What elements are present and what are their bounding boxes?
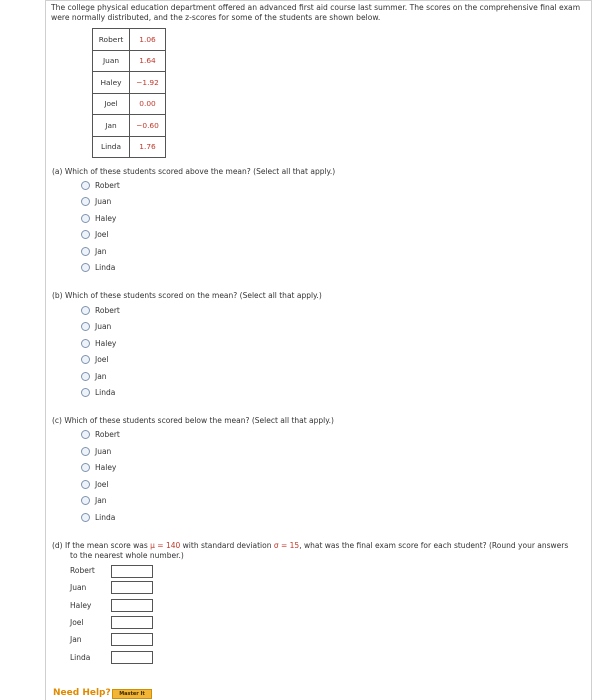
part-a-option-jan[interactable] <box>81 245 107 257</box>
master-it-button[interactable]: Master It <box>112 689 152 699</box>
score-label-robert: Robert <box>70 566 95 575</box>
option-label: Robert <box>95 429 120 439</box>
z-score: 1.64 <box>130 50 166 72</box>
table-row <box>93 136 166 158</box>
part-c-question: (c) Which of these students scored below the mean? (Select all that apply.) <box>52 416 334 425</box>
problem-intro: The college physical education department offered an advanced first aid course last summer. The scores on the comprehensive final exam were normally distributed, and the z-scores for some of the students are shown below. <box>51 3 581 22</box>
checkbox-icon[interactable] <box>81 247 90 256</box>
score-label-joel: Joel <box>70 618 84 627</box>
checkbox-icon[interactable] <box>81 430 90 439</box>
checkbox-icon[interactable] <box>81 480 90 489</box>
part-c-option-jan[interactable] <box>81 494 107 506</box>
table-row <box>93 50 166 72</box>
checkbox-icon[interactable] <box>81 214 90 223</box>
part-c-option-juan[interactable] <box>81 445 111 457</box>
part-b-option-linda[interactable] <box>81 386 115 398</box>
checkbox-icon[interactable] <box>81 447 90 456</box>
mean-value: μ = 140 <box>150 541 181 550</box>
part-a-option-linda[interactable] <box>81 261 115 273</box>
table-row <box>93 72 166 94</box>
option-label: Linda <box>95 262 116 272</box>
part-d-question <box>52 541 587 551</box>
option-label: Linda <box>95 512 116 522</box>
student-name: Joel <box>93 93 130 115</box>
option-label: Robert <box>95 180 120 190</box>
part-b-option-robert[interactable] <box>81 304 120 316</box>
option-label: Robert <box>95 305 120 315</box>
z-score: −0.60 <box>130 115 166 137</box>
score-input-juan[interactable] <box>111 581 153 594</box>
student-name: Linda <box>93 136 130 158</box>
part-b-option-juan[interactable] <box>81 320 111 332</box>
checkbox-icon[interactable] <box>81 355 90 364</box>
part-b-question: (b) Which of these students scored on the mean? (Select all that apply.) <box>52 291 322 300</box>
score-input-haley[interactable] <box>111 599 153 612</box>
z-score: 1.06 <box>130 29 166 51</box>
part-d-text-2: with standard deviation <box>180 541 274 550</box>
checkbox-icon[interactable] <box>81 306 90 315</box>
student-name: Juan <box>93 50 130 72</box>
option-label: Juan <box>95 196 112 206</box>
score-label-haley: Haley <box>70 601 92 610</box>
student-name: Haley <box>93 72 130 94</box>
score-input-robert[interactable] <box>111 565 153 578</box>
option-label: Jan <box>95 371 107 381</box>
content-frame-left <box>45 0 46 700</box>
part-d-question-cont: to the nearest whole number.) <box>70 551 184 560</box>
checkbox-icon[interactable] <box>81 322 90 331</box>
option-label: Haley <box>95 213 117 223</box>
need-help-label: Need Help? <box>53 688 111 698</box>
score-label-jan: Jan <box>70 635 82 644</box>
part-c-option-robert[interactable] <box>81 428 120 440</box>
option-label: Juan <box>95 446 112 456</box>
part-b-option-joel[interactable] <box>81 353 109 365</box>
score-label-juan: Juan <box>70 583 87 592</box>
score-input-linda[interactable] <box>111 651 153 664</box>
z-score: 1.76 <box>130 136 166 158</box>
score-input-jan[interactable] <box>111 633 153 646</box>
checkbox-icon[interactable] <box>81 372 90 381</box>
sd-value: σ = 15 <box>273 541 300 550</box>
checkbox-icon[interactable] <box>81 388 90 397</box>
part-a-option-juan[interactable] <box>81 195 111 207</box>
z-score-table <box>92 28 166 158</box>
option-label: Jan <box>95 246 107 256</box>
part-c-option-joel[interactable] <box>81 478 109 490</box>
table-row <box>93 93 166 115</box>
part-a-question: (a) Which of these students scored above the mean? (Select all that apply.) <box>52 167 336 176</box>
part-b-option-haley[interactable] <box>81 337 116 349</box>
option-label: Haley <box>95 462 117 472</box>
checkbox-icon[interactable] <box>81 496 90 505</box>
content-frame-top <box>45 0 591 1</box>
option-label: Linda <box>95 387 116 397</box>
option-label: Juan <box>95 321 112 331</box>
part-a-option-robert[interactable] <box>81 179 120 191</box>
table-row <box>93 29 166 51</box>
student-name: Robert <box>93 29 130 51</box>
part-c-option-linda[interactable] <box>81 511 115 523</box>
score-input-joel[interactable] <box>111 616 153 629</box>
part-b-option-jan[interactable] <box>81 370 107 382</box>
table-row <box>93 115 166 137</box>
checkbox-icon[interactable] <box>81 339 90 348</box>
checkbox-icon[interactable] <box>81 197 90 206</box>
part-a-option-joel[interactable] <box>81 228 109 240</box>
option-label: Joel <box>95 354 109 364</box>
checkbox-icon[interactable] <box>81 230 90 239</box>
checkbox-icon[interactable] <box>81 263 90 272</box>
part-d-text-1: (d) If the mean score was <box>52 541 151 550</box>
content-frame-right <box>591 0 592 700</box>
option-label: Joel <box>95 479 109 489</box>
checkbox-icon[interactable] <box>81 513 90 522</box>
z-score: 0.00 <box>130 93 166 115</box>
part-c-option-haley[interactable] <box>81 461 116 473</box>
score-label-linda: Linda <box>70 653 91 662</box>
option-label: Joel <box>95 229 109 239</box>
checkbox-icon[interactable] <box>81 181 90 190</box>
student-name: Jan <box>93 115 130 137</box>
checkbox-icon[interactable] <box>81 463 90 472</box>
option-label: Haley <box>95 338 117 348</box>
option-label: Jan <box>95 495 107 505</box>
z-score: −1.92 <box>130 72 166 94</box>
part-a-option-haley[interactable] <box>81 212 116 224</box>
part-d-text-3: , what was the final exam score for each student? (Round your answers <box>299 541 569 550</box>
